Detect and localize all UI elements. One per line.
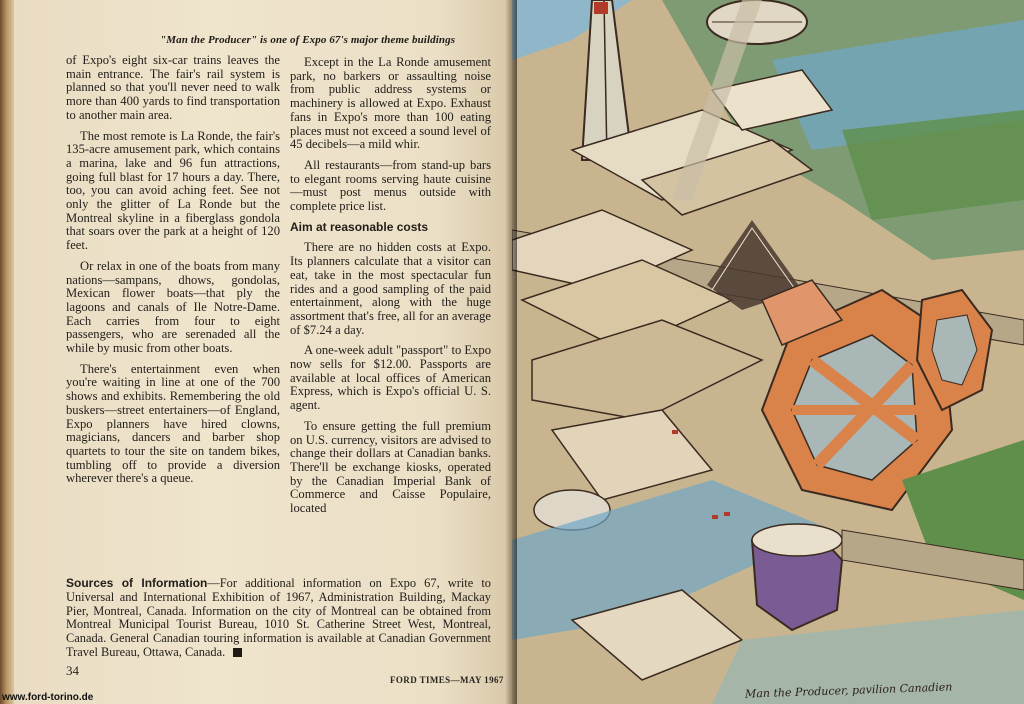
section-heading: Aim at reasonable costs	[290, 219, 429, 234]
page-caption: "Man the Producer" is one of Expo 67's major theme buildings	[160, 34, 456, 46]
sources-label: Sources of Information	[66, 576, 208, 590]
binding-gutter	[505, 0, 517, 704]
artist-signature: Man the Producer, pavilion Canadien	[744, 680, 953, 701]
paragraph: of Expo's eight six-car trains leaves the main entrance. The fair's rail system is planned so that you'll never need to walk more than 400 yards to find transportation to another main area.	[66, 53, 280, 122]
text-column-right	[290, 56, 491, 523]
magazine-footer: FORD TIMES—MAY 1967	[390, 675, 504, 685]
watermark: www.ford-torino.de	[2, 692, 94, 703]
paragraph: There's entertainment even when you're waiting in line at one of the 700 shows and exhibits. Remembering the old buskers—street entertainers—of England, Expo planners have hired clowns, magicians, dancers and barber shop quartets to tour the site on tandem bikes, tumbling off to provide a diversion wherever there's a queue.	[66, 361, 280, 486]
paragraph: To ensure getting the full premium on U.S. currency, visitors are advised to change their dollars at Canadian banks. There'll be exchange kiosks, operated by the Canadian Imperial Bank of Commerce and Caisse Populaire, located	[290, 418, 491, 516]
sources-of-information	[66, 577, 491, 660]
text-column-left	[66, 54, 280, 493]
paragraph: All restaurants—from stand-up bars to elegant rooms serving haute cuisine—must post menus outside with complete price list.	[290, 157, 491, 214]
page-number: 34	[66, 663, 79, 678]
paragraph: There are no hidden costs at Expo. Its planners calculate that a visitor can eat, take in the most spectacular fun rides and a good sampling of the paid entertainment, along with the huge assortment that's free, all for an average of $7.24 a day.	[290, 240, 491, 337]
illustration-page	[512, 0, 1024, 704]
paragraph: Except in the La Ronde amusement park, no barkers or assaulting noise from public address systems or machinery is allowed at Expo. Exhaust fans in Expo's more than 100 eating places must not exceed a sound level of 45 decibels—a mild whir.	[290, 55, 491, 152]
end-mark-icon	[233, 648, 242, 657]
paragraph: A one-week adult "passport" to Expo now sells for $12.00. Passports are available at local offices of American Express, which is Expo's official U. S. agent.	[290, 343, 491, 413]
sources-text: —For additional information on Expo 67, write to Universal and International Exhibition of 1967, Administration Building, Mackay Pier, Montreal, Canada. Information on the city of Montreal can be obtained from Montreal Municipal Tourist Bureau, 1010 St. Catherine Street West, Montreal, Canada. General Canadian touring information is available at Canadian Government Travel Bureau, Ottawa, Canada.	[66, 576, 492, 659]
expo-pavilion-illustration	[512, 0, 1024, 704]
paragraph: The most remote is La Ronde, the fair's 135-acre amusement park, which contains a marina, lake and 96 fun attractions, going full blast for 17 hours a day. There, too, you can avoid aching feet. See not only the glitter of La Ronde but the Montreal skyline in a fiberglass gondola that soars over the park at a height of 120 feet.	[66, 128, 280, 253]
paragraph: Or relax in one of the boats from many nations—sampans, dhows, gondolas, Mexican flower boats—that ply the lagoons and canals of Ile Notre-Dame. Each carries from four to eight passengers, who are serenaded all the while by music from other boats.	[66, 258, 280, 356]
book-edge	[0, 0, 14, 704]
